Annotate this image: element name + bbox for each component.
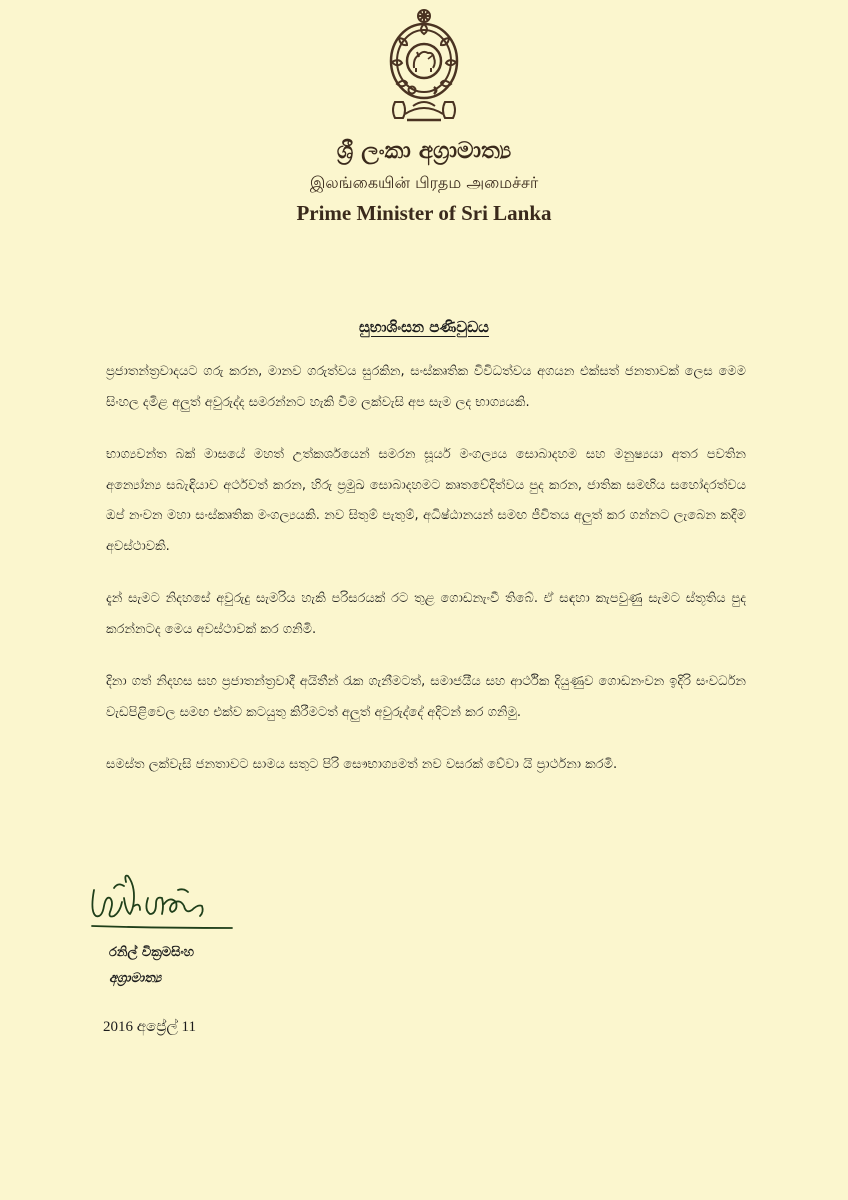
paragraph: දැන් සැමට නිදහසේ අවුරුදු සැමරිය හැකි පරිසරයක් රට තුළ ගොඩනැංවී තිබේ. ඒ සඳහා කැපවුණු සැමට ස්තූතිය පුද කරන්නටද මෙය අවස්ථාවක් කර ගනිමි.: [106, 591, 746, 637]
sri-lanka-emblem-icon: [383, 6, 465, 124]
document-title-text: සුභාශිංසන පණිවුඩය: [359, 318, 489, 336]
document-title: [0, 316, 848, 338]
letterhead-title-english: Prime Minister of Sri Lanka: [296, 201, 552, 225]
signatory-name: රනිල් වික්‍රමසිංහ: [109, 945, 194, 960]
signatory-title: අග්‍රාමාත්‍ය: [109, 971, 162, 986]
letter-body: [106, 357, 746, 803]
paragraph: දිනා ගත් නිදහස සහ ප්‍රජාතන්ත්‍රවාදී අයිතීන් රැක ගැනීමටත්, සමාජයීය සහ ආර්ථික දියුණුව ගොඩනංවන ඉදිරි සංවර්ධන වැඩපිළිවෙල සමඟ එක්ව කටයුතු කිරීමටත් අලුත් අවුරුද්දේ අදිටන් කර ගනිමු.: [106, 674, 746, 720]
letterhead-title-tamil: இலங்கையின் பிரதம அமைச்சர்: [309, 173, 539, 192]
letterhead-title-sinhala: ශ්‍රී ලංකා අග්‍රාමාත්‍ය: [336, 138, 512, 164]
paragraph: ප්‍රජාතන්ත්‍රවාදයට ගරු කරන, මානව ගරුත්වය සුරකින, සංස්කෘතික විවිධත්වය අගයන එක්සත් ජනතාවක් ලෙස මෙම සිංහල දමිළ අලුත් අවුරුද්ද සමරන්නට හැකි වීම ලක්වැසි අප සැම ලද භාග්‍යයකි.: [106, 364, 746, 410]
letter-date: 2016 අප්‍රේල් 11: [103, 1019, 196, 1035]
paragraph: භාග්‍යවන්ත බක් මාසයේ මහත් උත්කර්ශයෙන් සමරන සූර්ය මංගල්‍යය සොබාදහම සහ මනුෂ්‍යයා අතර පවතින අන්‍යෝන්‍ය සබැඳියාව අර්ථවත් කරන, හිරු ප්‍රමුඛ සොබාදහමට කෘතවේදිත්වය පුද කරන, ජාතික සමඟිය සහෝදරත්වය ඔප් නංවන මහා සංස්කෘතික මංගල්‍යයකි. නව සිතුම් පැතුම්, අධිෂ්ඨානයන් සමඟ ජීවිතය අලුත් කර ගන්නට ලැබෙන කදිම අවස්ථාවකි.: [106, 447, 746, 554]
paragraph: සමස්ත ලක්වැසි ජනතාවට සාමය සතුට පිරි සෞභාග්‍යමත් නව වසරක් වේවා යි ප්‍රාර්ථනා කරමි.: [106, 757, 618, 772]
handwritten-signature-icon: [84, 868, 234, 938]
